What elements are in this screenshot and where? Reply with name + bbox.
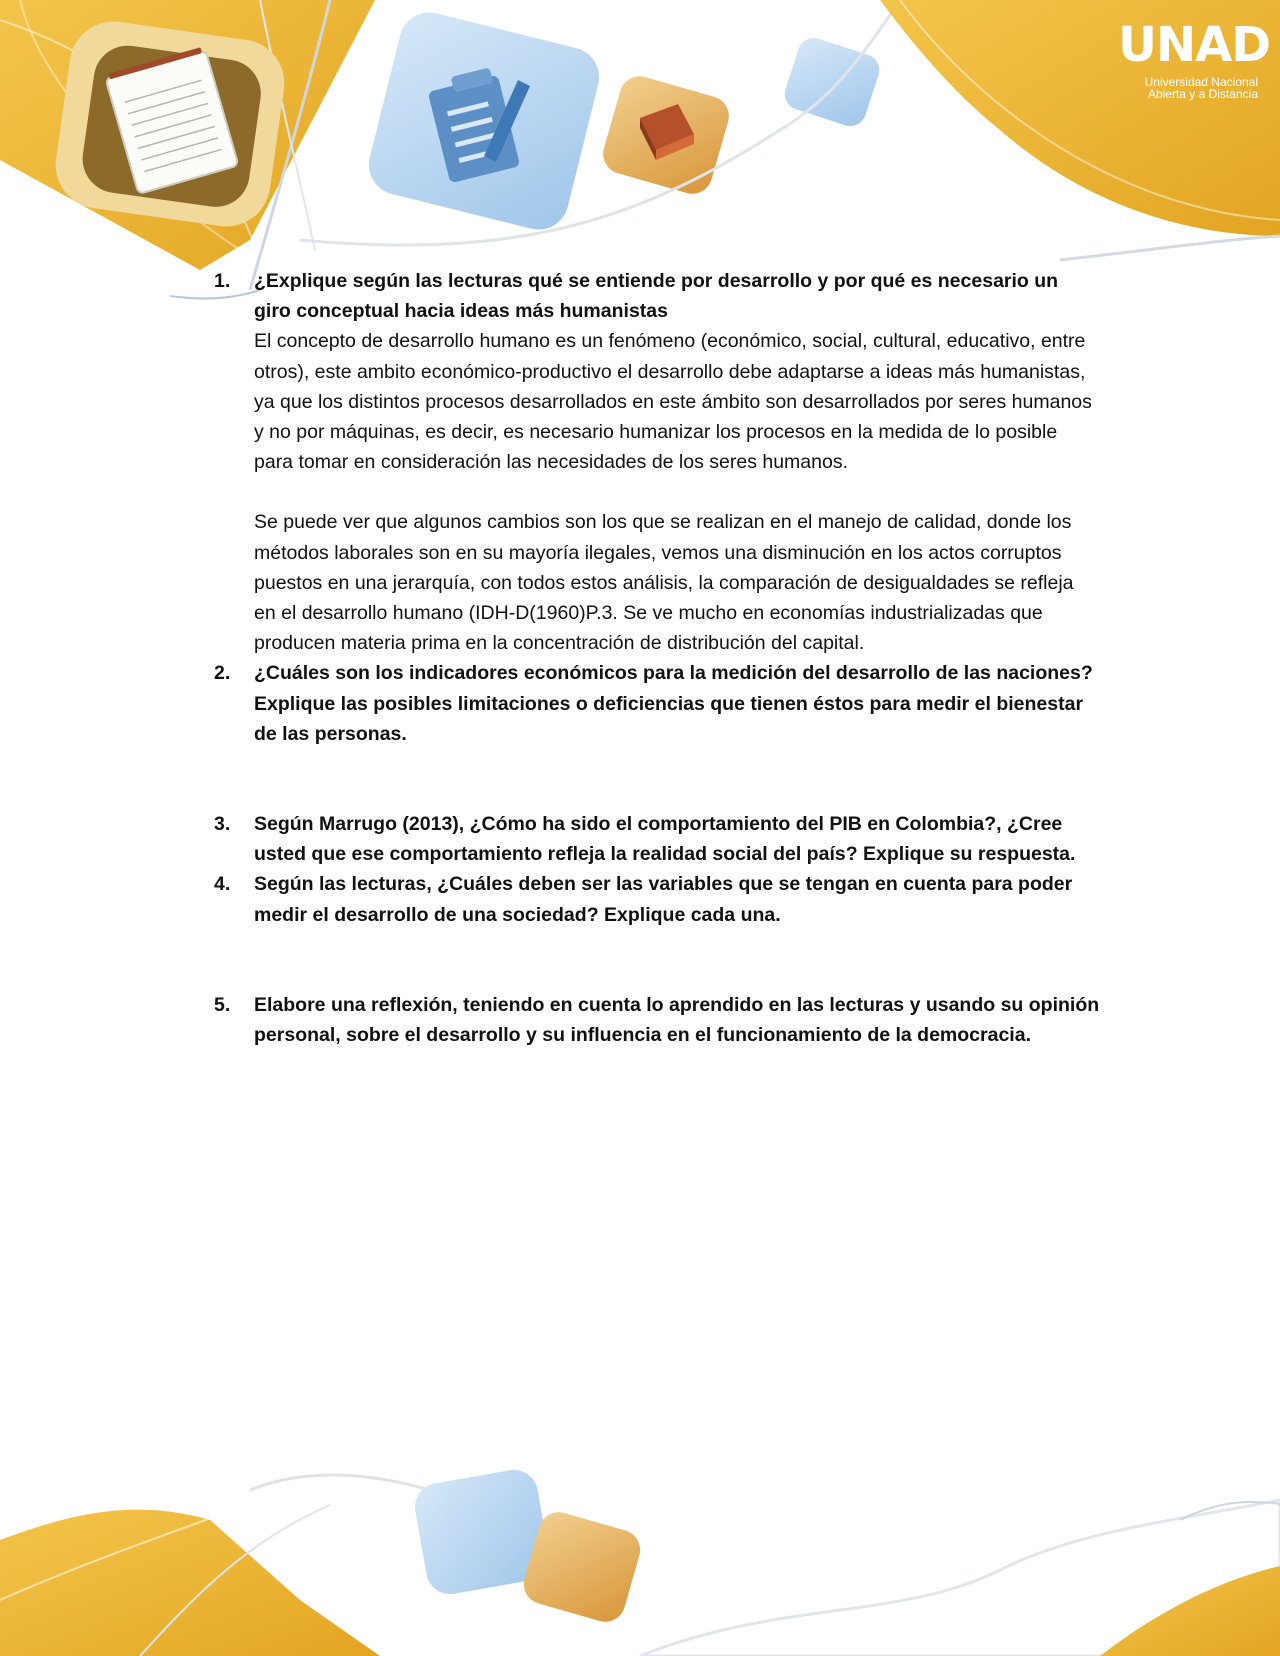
logo-line-2: Abierta y a Distancia [1147, 87, 1258, 101]
question-list [208, 266, 1100, 1050]
footer-left-band [0, 1475, 430, 1656]
question-number: 5. [214, 993, 231, 1016]
logo-mark: UNAD [1118, 17, 1271, 73]
question-text: Según las lecturas, ¿Cuáles deben ser las variables que se tengan en cuenta para poder medir el desarrollo de una sociedad? Explique cada una. [254, 873, 1073, 926]
blank-space [208, 749, 1100, 809]
question-4 [208, 869, 1100, 929]
answer-paragraph: Se puede ver que algunos cambios son los que se realizan en el manejo de calidad, donde los métodos laborales son en su mayoría ilegales, vemos una disminución en los actos corruptos puestos en una jerarquía, con todos estos análisis, la comparación de desigualdades se refleja en el desarrollo humano (IDH-D(1960)P.3. Se ve mucho en economías industrializadas que producen materia prima en la concentración de distribución del capital. [254, 511, 1074, 655]
question-2 [208, 658, 1100, 749]
question-5 [208, 990, 1100, 1050]
question-text: Elabore una reflexión, teniendo en cuenta lo aprendido en las lecturas y usando su opinión personal, sobre el desarrollo y su influencia en el funcionamiento de la democracia. [254, 993, 1100, 1047]
book-icon [598, 72, 733, 199]
question-number: 3. [214, 813, 231, 836]
question-text: ¿Cuáles son los indicadores económicos para la medición del desarrollo de las naciones? Explique las posibles limitaciones o deficiencias que tienen éstos para medir el bienestar de las personas. [254, 662, 1093, 745]
document-content [208, 266, 1100, 1050]
logo-line-1: Universidad Nacional [1144, 75, 1258, 89]
question-number: 2. [214, 662, 231, 685]
question-text: ¿Explique según las lecturas qué se entiende por desarrollo y por qué es necesario un giro conceptual hacia ideas más humanistas [254, 270, 1059, 323]
notepad-icon [50, 16, 290, 232]
blank-space [208, 930, 1100, 990]
footer-right-band [640, 1500, 1280, 1656]
clipboard-pencil-icon [363, 6, 606, 236]
question-3 [208, 809, 1100, 869]
question-number: 1. [214, 270, 231, 292]
question-text: Según Marrugo (2013), ¿Cómo ha sido el comportamiento del PIB en Colombia?, ¿Cree usted que ese comportamiento refleja la realidad social del país? Explique su respuesta. [254, 813, 1076, 866]
unad-logo [1118, 14, 1271, 114]
answer-paragraph: El concepto de desarrollo humano es un fenómeno (económico, social, cultural, educativo, entre otros), este ambito económico-productivo el desarrollo debe adaptarse a ideas más humanistas, ya que los distintos procesos desarrollados en este ámbito son desarrollados por seres humanos y no por máquinas, es decir, es necesario humanizar los procesos en la medida de lo posible para tomar en consideración las necesidades de los seres humanos. [254, 330, 1092, 474]
question-number: 4. [214, 873, 231, 896]
question-1 [208, 266, 1100, 658]
